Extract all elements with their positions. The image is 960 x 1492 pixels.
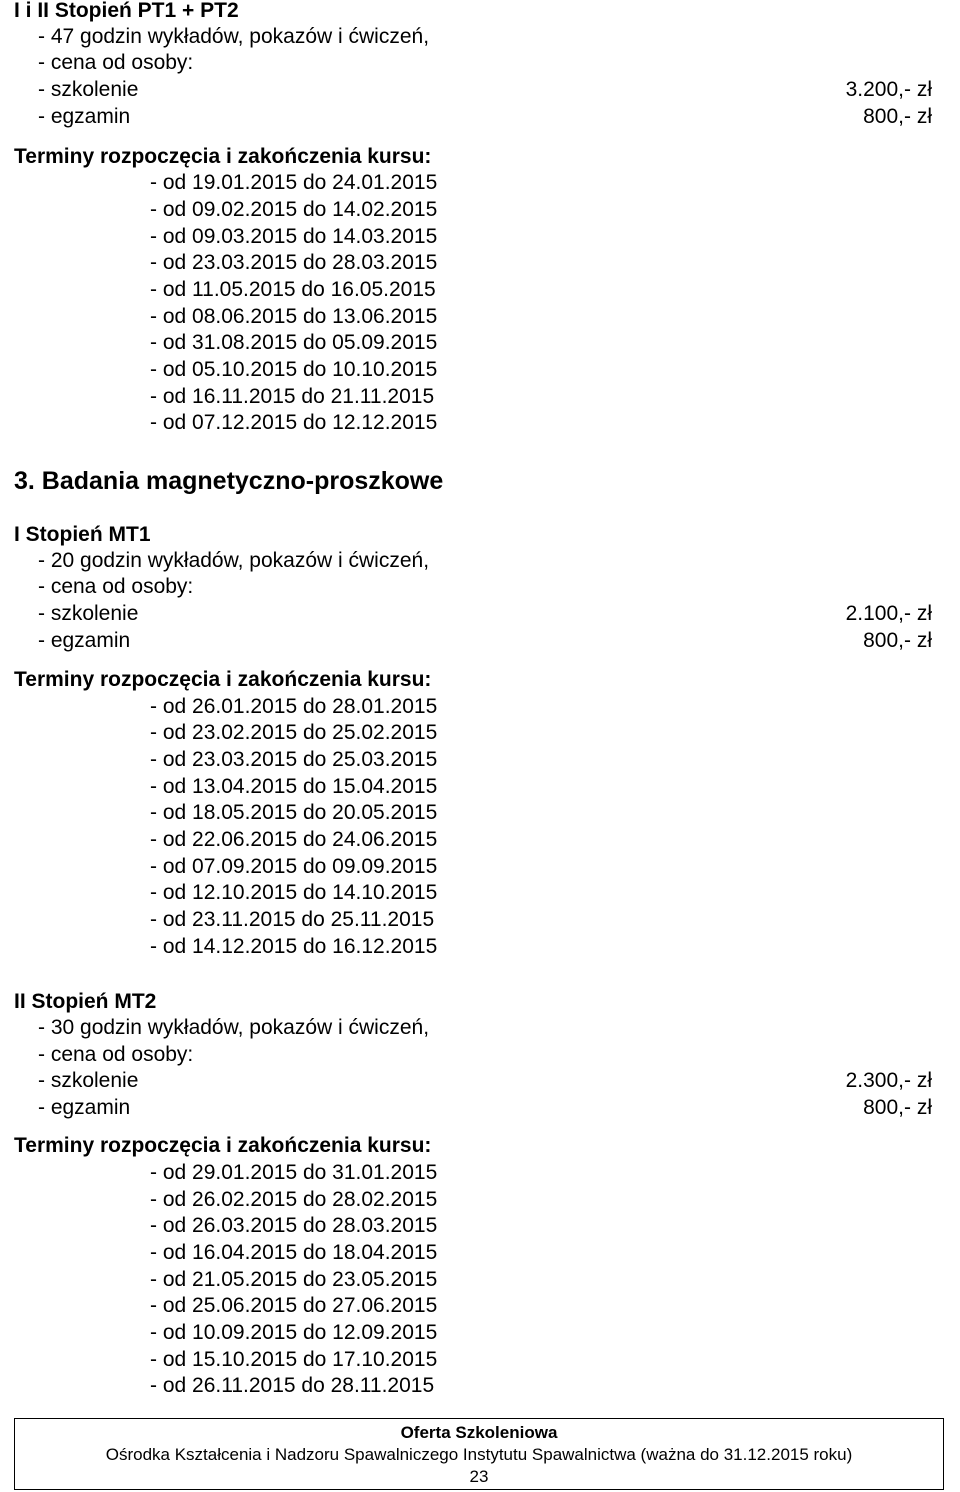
date-range-item: - od 11.05.2015 do 16.05.2015 — [150, 278, 436, 301]
date-range-item: - od 13.04.2015 do 15.04.2015 — [150, 775, 438, 798]
date-range-item: - od 22.06.2015 do 24.06.2015 — [150, 828, 438, 851]
date-range-item: - od 07.09.2015 do 09.09.2015 — [150, 855, 438, 878]
date-range-item: - od 26.03.2015 do 28.03.2015 — [150, 1214, 438, 1237]
course-hours: - 47 godzin wykładów, pokazów i ćwiczeń, — [38, 25, 430, 48]
price-label: - cena od osoby: — [38, 51, 194, 74]
date-range-item: - od 21.05.2015 do 23.05.2015 — [150, 1268, 438, 1291]
page-number: 23 — [469, 1467, 489, 1486]
date-range-item: - od 12.10.2015 do 14.10.2015 — [150, 881, 438, 904]
page-footer — [14, 1418, 944, 1490]
date-range-item: - od 10.09.2015 do 12.09.2015 — [150, 1321, 438, 1344]
date-range-item: - od 09.03.2015 do 14.03.2015 — [150, 225, 438, 248]
training-label: - szkolenie — [38, 78, 139, 101]
date-range-item: - od 23.03.2015 do 25.03.2015 — [150, 748, 438, 771]
date-range-item: - od 23.11.2015 do 25.11.2015 — [150, 908, 435, 931]
date-range-item: - od 25.06.2015 do 27.06.2015 — [150, 1294, 438, 1317]
date-range-item: - od 08.06.2015 do 13.06.2015 — [150, 305, 438, 328]
exam-label: - egzamin — [38, 1096, 131, 1119]
date-range-item: - od 23.03.2015 do 28.03.2015 — [150, 251, 438, 274]
price-label: - cena od osoby: — [38, 575, 194, 598]
date-range-item: - od 26.01.2015 do 28.01.2015 — [150, 695, 438, 718]
date-range-item: - od 16.04.2015 do 18.04.2015 — [150, 1241, 438, 1264]
training-price: 2.300,- zł — [845, 1069, 932, 1092]
training-price: 2.100,- zł — [845, 602, 932, 625]
training-label: - szkolenie — [38, 1069, 139, 1092]
date-range-item: - od 31.08.2015 do 05.09.2015 — [150, 331, 438, 354]
date-range-item: - od 23.02.2015 do 25.02.2015 — [150, 721, 438, 744]
date-range-item: - od 14.12.2015 do 16.12.2015 — [150, 935, 438, 958]
course-title-mt2: II Stopień MT2 — [14, 990, 157, 1013]
terms-heading: Terminy rozpoczęcia i zakończenia kursu: — [14, 1134, 432, 1157]
section-heading: 3. Badania magnetyczno-proszkowe — [14, 467, 444, 495]
date-range-item: - od 26.02.2015 do 28.02.2015 — [150, 1188, 438, 1211]
exam-price: 800,- zł — [863, 105, 932, 128]
date-range-item: - od 19.01.2015 do 24.01.2015 — [150, 171, 438, 194]
date-range-item: - od 07.12.2015 do 12.12.2015 — [150, 411, 438, 434]
terms-heading: Terminy rozpoczęcia i zakończenia kursu: — [14, 145, 432, 168]
exam-price: 800,- zł — [863, 1096, 932, 1119]
date-range-item: - od 29.01.2015 do 31.01.2015 — [150, 1161, 438, 1184]
date-range-item: - od 18.05.2015 do 20.05.2015 — [150, 801, 438, 824]
training-label: - szkolenie — [38, 602, 139, 625]
date-range-item: - od 05.10.2015 do 10.10.2015 — [150, 358, 438, 381]
course-hours: - 20 godzin wykładów, pokazów i ćwiczeń, — [38, 549, 430, 572]
course-hours: - 30 godzin wykładów, pokazów i ćwiczeń, — [38, 1016, 430, 1039]
exam-label: - egzamin — [38, 629, 131, 652]
exam-label: - egzamin — [38, 105, 131, 128]
date-range-item: - od 26.11.2015 do 28.11.2015 — [150, 1374, 435, 1397]
date-range-item: - od 16.11.2015 do 21.11.2015 — [150, 385, 435, 408]
training-price: 3.200,- zł — [845, 78, 932, 101]
price-label: - cena od osoby: — [38, 1043, 194, 1066]
course-title-mt1: I Stopień MT1 — [14, 523, 151, 546]
exam-price: 800,- zł — [863, 629, 932, 652]
terms-heading: Terminy rozpoczęcia i zakończenia kursu: — [14, 668, 432, 691]
footer-subtitle: Ośrodka Kształcenia i Nadzoru Spawalniczego Instytutu Spawalnictwa (ważna do 31.12.2015 roku) — [105, 1445, 853, 1464]
date-range-item: - od 15.10.2015 do 17.10.2015 — [150, 1348, 438, 1371]
footer-title: Oferta Szkoleniowa — [400, 1423, 558, 1442]
course-title-pt: I i II Stopień PT1 + PT2 — [14, 0, 239, 22]
date-range-item: - od 09.02.2015 do 14.02.2015 — [150, 198, 438, 221]
